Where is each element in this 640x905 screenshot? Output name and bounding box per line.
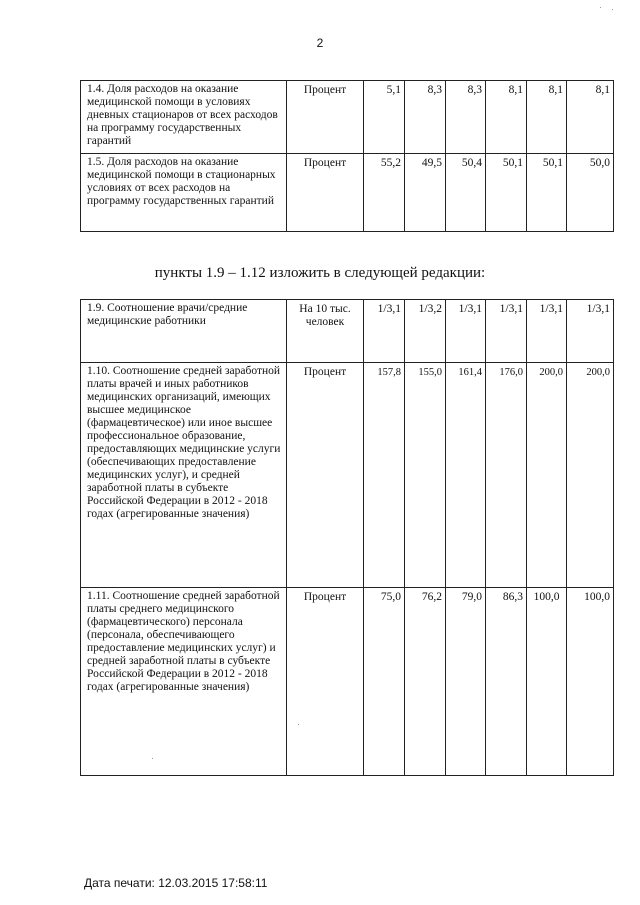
value-cell: 200,0 [567, 363, 614, 588]
table-row [81, 81, 614, 154]
value-cell: 1/3,1 [364, 300, 405, 363]
row-unit: Процент [287, 588, 364, 776]
value-cell: 50,1 [486, 154, 527, 232]
value-cell: 200,0 [527, 363, 567, 588]
row-unit: На 10 тыс. человек [287, 300, 364, 363]
page-number: 2 [316, 36, 324, 50]
table-row [81, 154, 614, 232]
value-cell: 157,8 [364, 363, 405, 588]
scan-speck [298, 724, 299, 725]
value-cell: 5,1 [364, 81, 405, 154]
amendment-instruction: пункты 1.9 – 1.12 изложить в следующей редакции: [154, 265, 486, 281]
value-cell: 79,0 [446, 588, 486, 776]
row-description: 1.10. Соотношение средней заработной платы врачей и иных работников медицинских организаций, имеющих высшее медицинское (фармацевтическое) или иное высшее профессиональное образование, предоставляющих медицинские услуги (обеспечивающих предоставление медицинских услуг), и средней заработной платы в субъекте Российской Федерации в 2012 - 2018 годах (агрегированные значения) [81, 363, 287, 588]
scan-speck [612, 9, 613, 10]
row-description: 1.5. Доля расходов на оказание медицинской помощи в стационарных условиях от всех расходов на программу государственных гарантий [81, 154, 287, 232]
value-cell: 75,0 [364, 588, 405, 776]
row-description: 1.9. Соотношение врачи/средние медицинские работники [81, 300, 287, 363]
value-cell: 1/3,1 [486, 300, 527, 363]
value-cell: 100,0 [567, 588, 614, 776]
value-cell: 1/3,2 [405, 300, 446, 363]
scan-speck [600, 7, 601, 8]
value-cell: 8,1 [486, 81, 527, 154]
value-cell: 86,3 [486, 588, 527, 776]
row-description: 1.4. Доля расходов на оказание медицинской помощи в условиях дневных стационаров от всех расходов на программу государственных гарантий [81, 81, 287, 154]
value-cell: 8,1 [527, 81, 567, 154]
print-date: Дата печати: 12.03.2015 17:58:11 [84, 876, 268, 890]
value-cell: 50,4 [446, 154, 486, 232]
value-cell: 50,0 [567, 154, 614, 232]
value-cell: 50,1 [527, 154, 567, 232]
table-row [81, 588, 614, 776]
value-cell: 1/3,1 [446, 300, 486, 363]
value-cell: 8,3 [446, 81, 486, 154]
row-unit: Процент [287, 154, 364, 232]
value-cell: 1/3,1 [527, 300, 567, 363]
row-unit: Процент [287, 81, 364, 154]
table-row [81, 363, 614, 588]
value-cell: 8,1 [567, 81, 614, 154]
value-cell: 1/3,1 [567, 300, 614, 363]
value-cell: 76,2 [405, 588, 446, 776]
value-cell: 49,5 [405, 154, 446, 232]
table-row [81, 300, 614, 363]
value-cell: 8,3 [405, 81, 446, 154]
value-cell: 55,2 [364, 154, 405, 232]
row-description: 1.11. Соотношение средней заработной платы среднего медицинского (фармацевтического) персонала (персонала, обеспечивающего предоставление медицинских услуг) и средней заработной платы в субъекте Российской Федерации в 2012 - 2018 годах (агрегированные значения) [81, 588, 287, 776]
scan-speck [152, 758, 153, 759]
value-cell: 176,0 [486, 363, 527, 588]
indicators-table-1 [80, 80, 614, 232]
value-cell: 100,0 [527, 588, 567, 776]
value-cell: 161,4 [446, 363, 486, 588]
indicators-table-2 [80, 299, 614, 776]
row-unit: Процент [287, 363, 364, 588]
value-cell: 155,0 [405, 363, 446, 588]
